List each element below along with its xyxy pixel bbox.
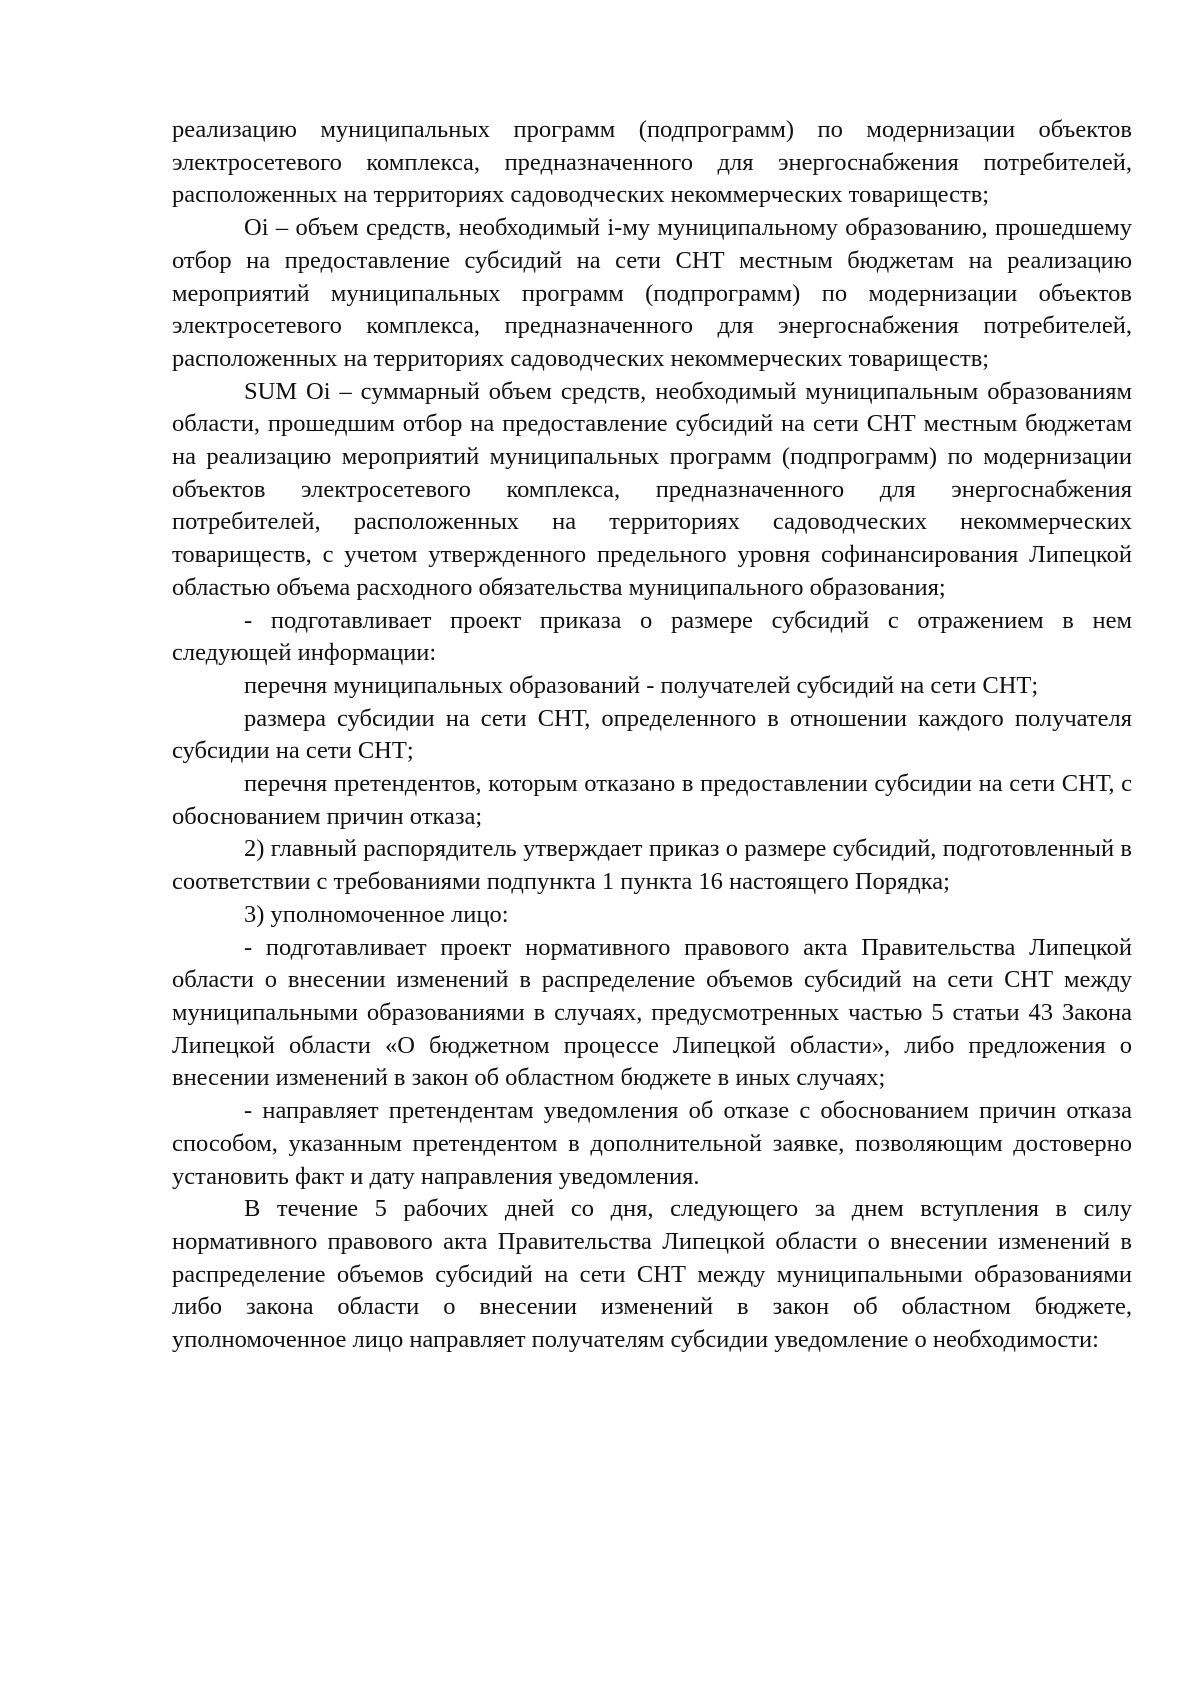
paragraph-9: 3) уполномоченное лицо: xyxy=(244,900,509,928)
paragraph-10: - подготавливает проект нормативного правового акта Правительства Липецкой области о внесении изменений в распределение объемов субсидий на сети СНТ между муниципальными образованиями в случаях, предусмотренных частью 5 статьи 43 Закона Липецкой области «О бюджетном процессе Липецкой области», либо предложения о внесении изменений в закон об областном бюджете в иных случаях; xyxy=(172,933,1132,1092)
paragraph-8: 2) главный распорядитель утверждает приказ о размере субсидий, подготовленный в соответствии с требованиями подпункта 1 пункта 16 настоящего Порядка; xyxy=(172,835,1132,896)
paragraph-6: размера субсидии на сети СНТ, определенного в отношении каждого получателя субсидии на сети СНТ; xyxy=(172,704,1132,765)
paragraph-4: - подготавливает проект приказа о размере субсидий с отражением в нем следующей информации: xyxy=(172,606,1132,667)
paragraph-1: реализацию муниципальных программ (подпрограмм) по модернизации объектов электросетевого комплекса, предназначенного для энергоснабжения потребителей, расположенных на территориях садоводческих некоммерческих товариществ; xyxy=(172,116,1132,209)
paragraph-2: Oi – объем средств, необходимый i-му муниципальному образованию, прошедшему отбор на предоставление субсидий на сети СНТ местным бюджетам на реализацию мероприятий муниципальных программ (подпрограмм) по модернизации объектов электросетевого комплекса, предназначенного для энергоснабжения потребителей, расположенных на территориях садоводческих некоммерческих товариществ; xyxy=(172,214,1132,372)
document-body xyxy=(172,114,1132,1357)
paragraph-12: В течение 5 рабочих дней со дня, следующего за днем вступления в силу нормативного правового акта Правительства Липецкой области о внесении изменений в распределение объемов субсидий на сети СНТ между муниципальными образованиями либо закона области о внесении изменений в закон об областном бюджете, уполномоченное лицо направляет получателям субсидии уведомление о необходимости: xyxy=(172,1195,1132,1354)
paragraph-3: SUM Oi – суммарный объем средств, необходимый муниципальным образованиям области, прошедшим отбор на предоставление субсидий на сети СНТ местным бюджетам на реализацию мероприятий муниципальных программ (подпрограмм) по модернизации объектов электросетевого комплекса, предназначенного для энергоснабжения потребителей, расположенных на территориях садоводческих некоммерческих товариществ, с учетом утвержденного предельного уровня софинансирования Липецкой областью объема расходного обязательства муниципального образования; xyxy=(172,377,1132,601)
paragraph-7: перечня претендентов, которым отказано в предоставлении субсидии на сети СНТ, с обоснованием причин отказа; xyxy=(172,770,1132,830)
paragraph-5: перечня муниципальных образований - получателей субсидий на сети СНТ; xyxy=(244,671,1039,699)
paragraph-11: - направляет претендентам уведомления об отказе с обоснованием причин отказа способом, указанным претендентом в дополнительной заявке, позволяющим достоверно установить факт и дату направления уведомления. xyxy=(172,1097,1132,1190)
